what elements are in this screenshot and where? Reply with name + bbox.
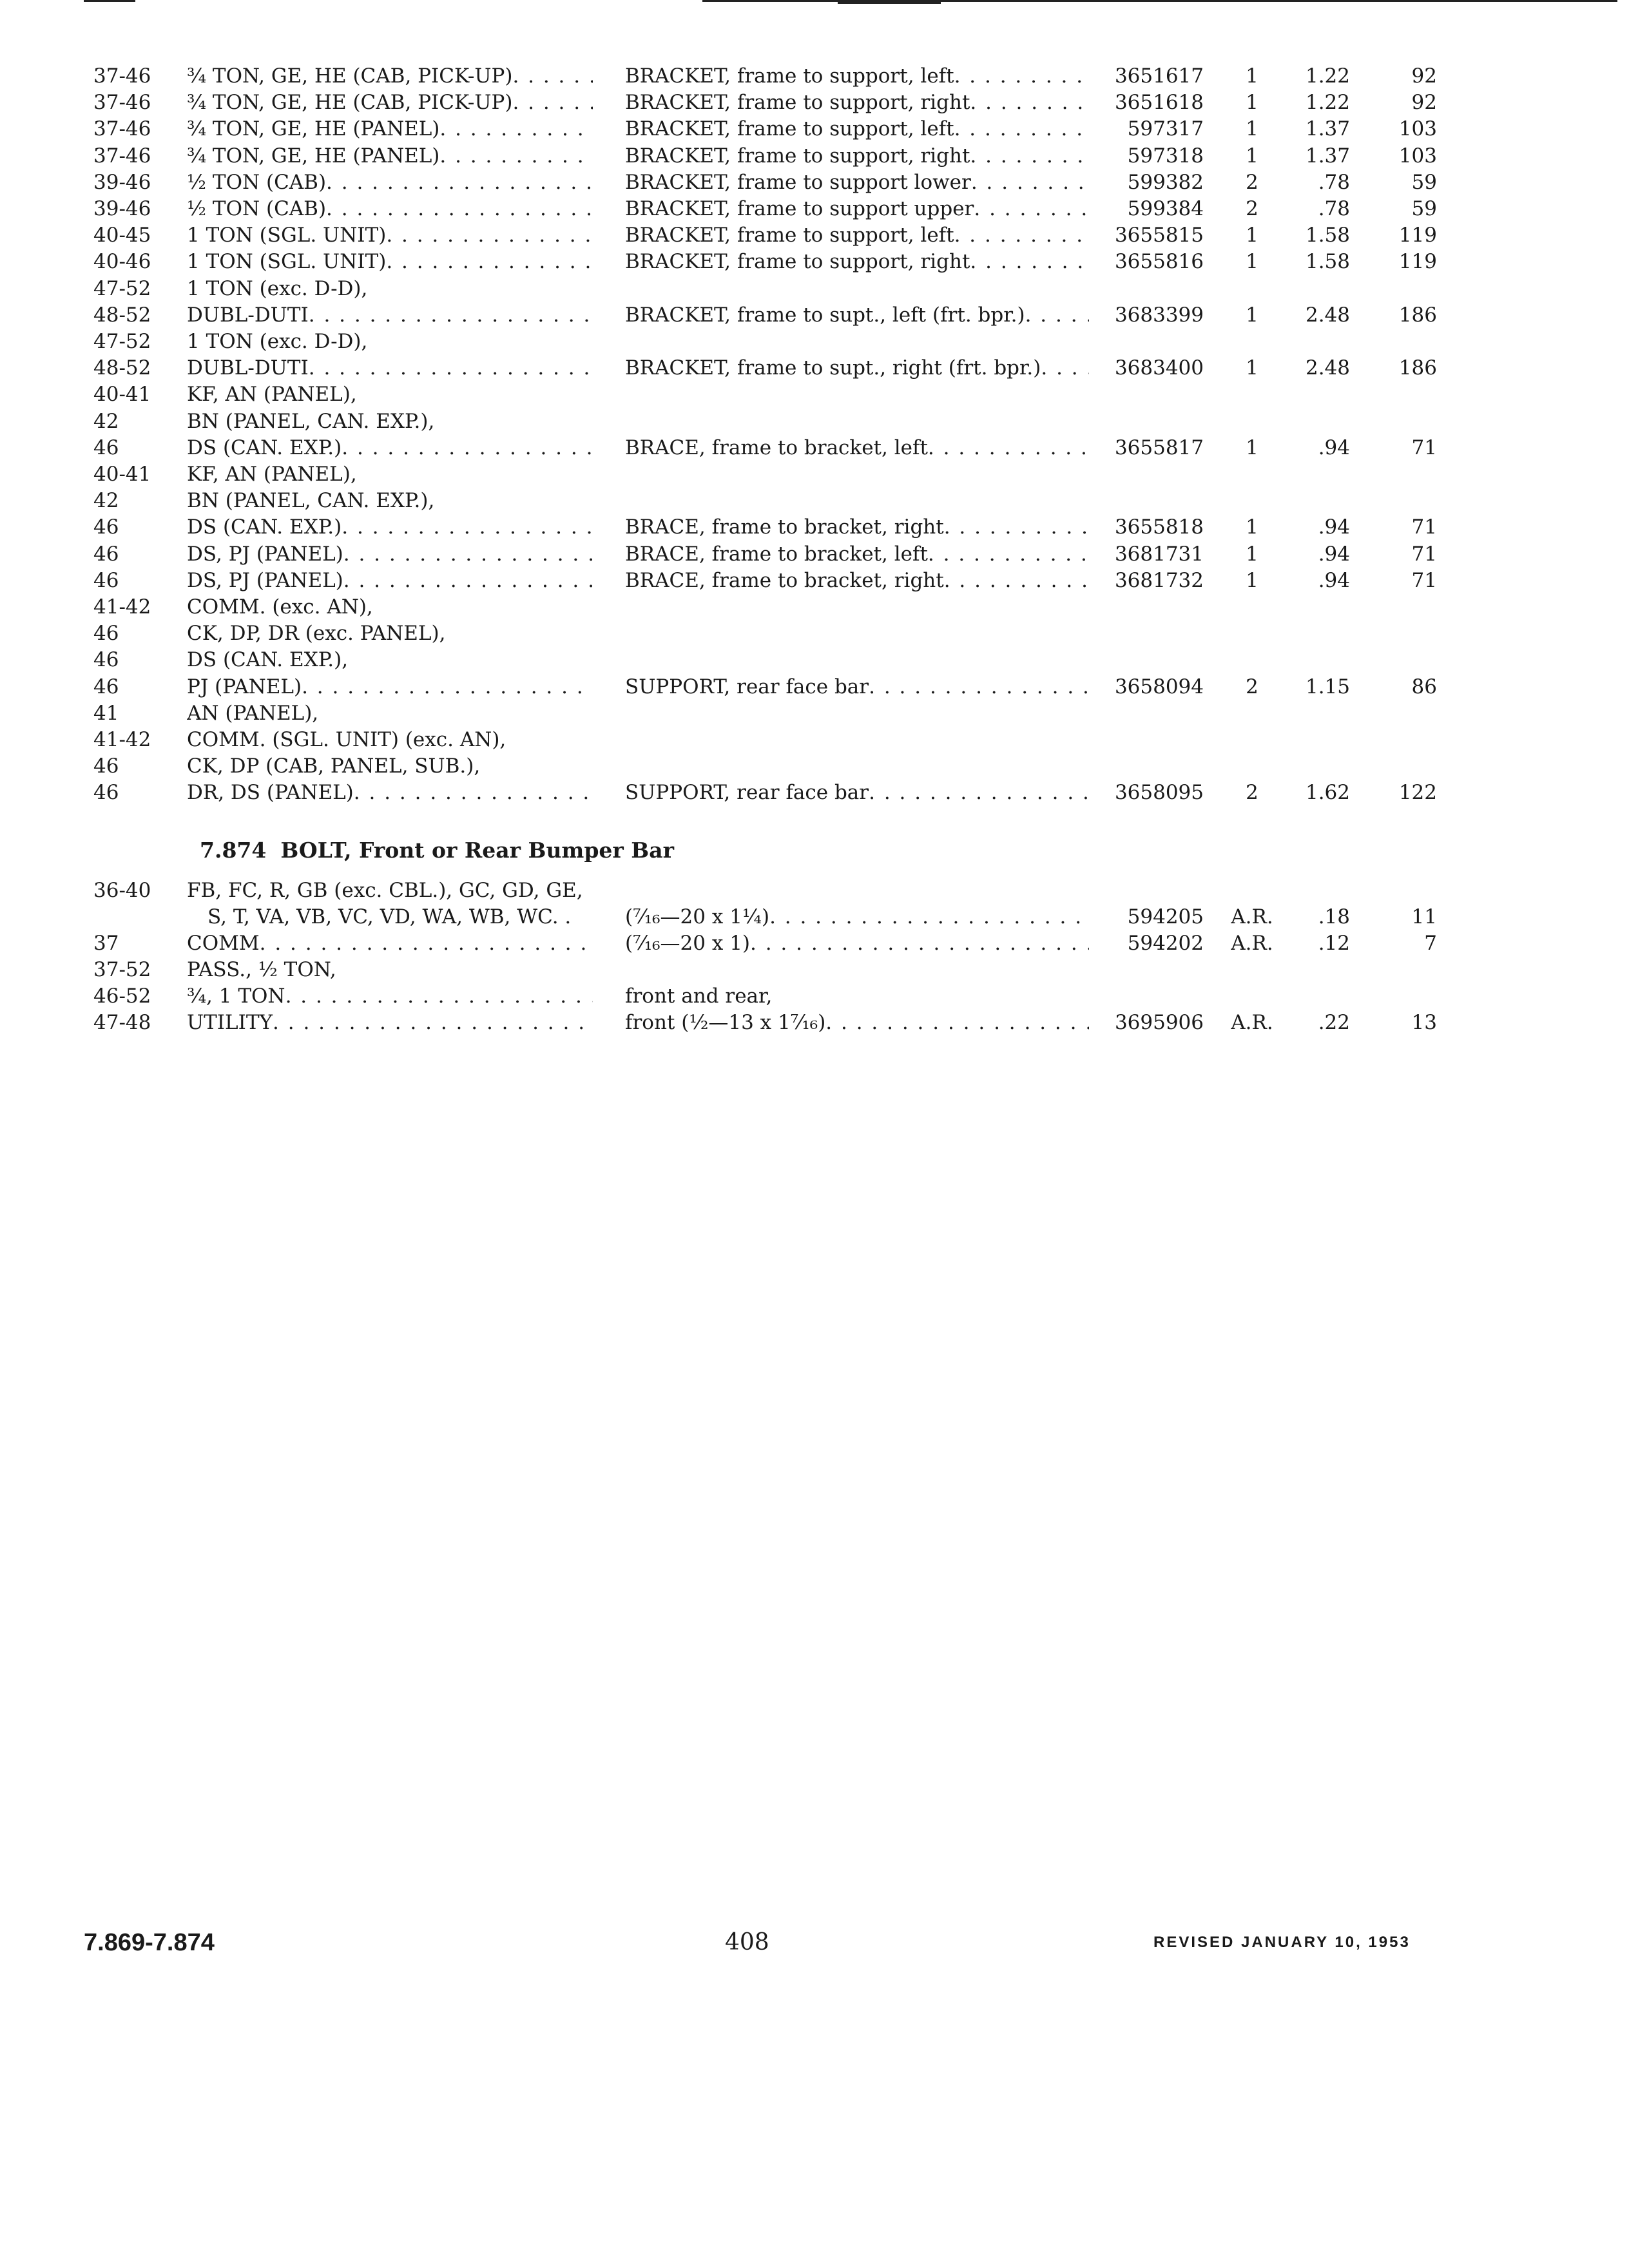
model-cell (187, 983, 593, 1009)
description-cell (625, 1010, 1089, 1035)
quantity-cell: 1 (1246, 543, 1258, 566)
weight-cell: 71 (1411, 569, 1437, 592)
description-cell (625, 302, 1089, 328)
dot-leader (354, 780, 593, 805)
year-cell: 40-41 (93, 383, 151, 406)
description-cell-text: (⁷⁄₁₆—20 x 1¼) (625, 905, 770, 928)
description-cell-text: BRACKET, frame to support, left (625, 64, 954, 88)
price-cell: 1.22 (1305, 91, 1350, 114)
model-cell-text: COMM (187, 932, 260, 955)
model-cell-text: ¾ TON, GE, HE (CAB, PICK-UP) (187, 64, 513, 88)
price-cell: 1.62 (1305, 781, 1350, 804)
year-cell: 46 (93, 648, 119, 671)
model-cell-text: DUBL-DUTI (187, 303, 309, 327)
year-cell: 46 (93, 543, 119, 566)
dot-leader (343, 568, 593, 593)
description-cell-text: front (½—13 x 1⁷⁄₁₆) (625, 1011, 826, 1034)
model-cell (187, 355, 593, 381)
description-cell-text: BRACKET, frame to support, left (625, 117, 954, 140)
part-number-cell: 3655817 (1114, 436, 1204, 459)
dot-leader (439, 116, 593, 142)
description-cell-text: SUPPORT, rear face bar (625, 781, 869, 804)
quantity-cell: 2 (1246, 171, 1258, 194)
quantity-cell: 1 (1246, 64, 1258, 88)
footer-revised-date: REVISED JANUARY 10, 1953 (1153, 1934, 1411, 1951)
model-cell-text: 1 TON (SGL. UNIT) (187, 224, 387, 247)
table-row (0, 674, 1629, 700)
dot-leader (343, 541, 593, 567)
year-cell: 46 (93, 781, 119, 804)
price-cell: 1.15 (1305, 675, 1350, 698)
section-heading (200, 838, 674, 863)
price-cell: 1.37 (1305, 144, 1350, 168)
description-cell-text: (⁷⁄₁₆—20 x 1) (625, 932, 751, 955)
table-row (0, 983, 1629, 1009)
weight-cell: 71 (1411, 436, 1437, 459)
model-cell-text: ¾ TON, GE, HE (CAB, PICK-UP) (187, 91, 513, 114)
table-row (0, 381, 1629, 407)
model-cell (187, 780, 593, 805)
year-cell: 46-52 (93, 985, 151, 1008)
quantity-cell: A.R. (1231, 905, 1273, 928)
dot-leader (954, 222, 1089, 248)
quantity-cell: A.R. (1231, 1011, 1273, 1034)
dot-leader (750, 930, 1089, 956)
section-number: 7.874 (200, 838, 267, 863)
description-cell-text: BRACE, frame to bracket, right (625, 515, 944, 539)
model-cell: S, T, VA, VB, VC, VD, WA, WB, WC. . (207, 905, 572, 928)
table-row (0, 1010, 1629, 1035)
description-cell-text: BRACE, frame to bracket, right (625, 569, 944, 592)
quantity-cell: 1 (1246, 356, 1258, 380)
model-cell-text: ¾ TON, GE, HE (PANEL) (187, 117, 440, 140)
model-cell (187, 302, 593, 328)
description-cell (625, 904, 1089, 930)
part-number-cell: 3655815 (1114, 224, 1204, 247)
model-cell: BN (PANEL, CAN. EXP.), (187, 489, 435, 512)
dot-leader (970, 143, 1089, 169)
part-number-cell: 3651618 (1114, 91, 1204, 114)
weight-cell: 122 (1398, 781, 1437, 804)
price-cell: 1.58 (1305, 224, 1350, 247)
description-cell (625, 435, 1089, 461)
footer-section-range: 7.869-7.874 (84, 1929, 215, 1956)
description-cell (625, 169, 1089, 195)
table-row (0, 116, 1629, 142)
model-cell: 1 TON (exc. D-D), (187, 277, 368, 300)
model-cell-text: ¾ TON, GE, HE (PANEL) (187, 144, 440, 168)
year-cell: 37-52 (93, 958, 151, 981)
weight-cell: 86 (1411, 675, 1437, 698)
description-cell (625, 249, 1089, 274)
model-cell: COMM. (exc. AN), (187, 595, 373, 619)
description-cell-text: BRACKET, frame to support, left (625, 224, 954, 247)
table-row (0, 355, 1629, 381)
description-cell (625, 568, 1089, 593)
year-cell: 40-46 (93, 250, 151, 273)
description-cell (625, 541, 1089, 567)
part-number-cell: 3658095 (1114, 781, 1204, 804)
dot-leader (825, 1010, 1089, 1035)
model-cell (187, 930, 593, 956)
price-cell: 1.37 (1305, 117, 1350, 140)
model-cell-text: DR, DS (PANEL) (187, 781, 354, 804)
table-row (0, 488, 1629, 514)
part-number-cell: 3651617 (1114, 64, 1204, 88)
dot-leader (302, 674, 593, 700)
part-number-cell: 3655818 (1114, 515, 1204, 539)
description-cell-text: BRACKET, frame to support, right (625, 91, 970, 114)
year-cell: 46 (93, 569, 119, 592)
model-cell-text: DS (CAN. EXP.) (187, 515, 342, 539)
model-cell-text: ½ TON (CAB) (187, 197, 327, 220)
dot-leader (928, 541, 1089, 567)
model-cell (187, 249, 593, 274)
table-row (0, 63, 1629, 89)
weight-cell: 59 (1411, 197, 1437, 220)
weight-cell: 119 (1398, 250, 1437, 273)
year-cell: 39-46 (93, 197, 151, 220)
part-number-cell: 3683399 (1114, 303, 1204, 327)
dot-leader (869, 674, 1089, 700)
description-cell (625, 143, 1089, 169)
year-cell: 41 (93, 702, 119, 725)
dot-leader (944, 514, 1089, 540)
year-cell: 37-46 (93, 91, 151, 114)
model-cell (187, 196, 593, 222)
table-row (0, 753, 1629, 779)
price-cell: .22 (1318, 1011, 1350, 1034)
price-cell: .78 (1318, 171, 1350, 194)
quantity-cell: 1 (1246, 303, 1258, 327)
year-cell: 37-46 (93, 117, 151, 140)
dot-leader (326, 196, 593, 222)
price-cell: .18 (1318, 905, 1350, 928)
price-cell: .78 (1318, 197, 1350, 220)
dot-leader (342, 435, 593, 461)
price-cell: .94 (1318, 543, 1350, 566)
dot-leader (326, 169, 593, 195)
description-cell-text: BRACKET, frame to support upper (625, 197, 974, 220)
price-cell: .94 (1318, 515, 1350, 539)
model-cell (187, 568, 593, 593)
table-row (0, 780, 1629, 805)
model-cell: AN (PANEL), (187, 702, 319, 725)
quantity-cell: 1 (1246, 569, 1258, 592)
part-number-cell: 594205 (1127, 905, 1204, 928)
year-cell: 46 (93, 436, 119, 459)
table-row (0, 514, 1629, 540)
description-cell (625, 222, 1089, 248)
top-rule-thick (838, 0, 941, 4)
weight-cell: 92 (1411, 91, 1437, 114)
table-row (0, 647, 1629, 673)
model-cell: FB, FC, R, GB (exc. CBL.), GC, GD, GE, (187, 879, 583, 902)
year-cell: 47-52 (93, 330, 151, 353)
weight-cell: 7 (1424, 932, 1437, 955)
model-cell: COMM. (SGL. UNIT) (exc. AN), (187, 728, 506, 751)
footer-page-number: 408 (725, 1929, 769, 1956)
price-cell: 2.48 (1305, 356, 1350, 380)
table-row (0, 727, 1629, 753)
dot-leader (974, 196, 1089, 222)
year-cell: 48-52 (93, 303, 151, 327)
dot-leader (1025, 302, 1089, 328)
year-cell: 48-52 (93, 356, 151, 380)
quantity-cell: 1 (1246, 515, 1258, 539)
dot-leader (869, 780, 1089, 805)
dot-leader (309, 302, 593, 328)
weight-cell: 59 (1411, 171, 1437, 194)
description-cell (625, 116, 1089, 142)
part-number-cell: 594202 (1127, 932, 1204, 955)
table-row (0, 700, 1629, 726)
model-cell (187, 541, 593, 567)
model-cell (187, 63, 593, 89)
part-number-cell: 599382 (1127, 171, 1204, 194)
dot-leader (971, 169, 1089, 195)
dot-leader (954, 116, 1089, 142)
dot-leader (260, 930, 593, 956)
table-row (0, 276, 1629, 302)
part-number-cell: 3681732 (1114, 569, 1204, 592)
part-number-cell: 3655816 (1114, 250, 1204, 273)
table-row (0, 957, 1629, 983)
table-row (0, 249, 1629, 274)
description-cell-text: SUPPORT, rear face bar (625, 675, 869, 698)
model-cell-text: UTILITY (187, 1011, 273, 1034)
quantity-cell: 1 (1246, 224, 1258, 247)
model-cell-text: 1 TON (SGL. UNIT) (187, 250, 387, 273)
model-cell: BN (PANEL, CAN. EXP.), (187, 410, 435, 433)
dot-leader (1041, 355, 1089, 381)
year-cell: 41-42 (93, 728, 151, 751)
table-row (0, 90, 1629, 115)
table-row (0, 930, 1629, 956)
part-number-cell: 3681731 (1114, 543, 1204, 566)
quantity-cell: 1 (1246, 436, 1258, 459)
quantity-cell: A.R. (1231, 932, 1273, 955)
quantity-cell: 1 (1246, 250, 1258, 273)
dot-leader (970, 249, 1089, 274)
dot-leader (342, 514, 593, 540)
quantity-cell: 1 (1246, 117, 1258, 140)
quantity-cell: 1 (1246, 144, 1258, 168)
dot-leader (439, 143, 593, 169)
price-cell: .94 (1318, 436, 1350, 459)
dot-leader (970, 90, 1089, 115)
year-cell: 46 (93, 675, 119, 698)
year-cell: 46 (93, 754, 119, 778)
description-cell (625, 674, 1089, 700)
weight-cell: 11 (1411, 905, 1437, 928)
model-cell (187, 143, 593, 169)
dot-leader (273, 1010, 593, 1035)
model-cell-text: ¾, 1 TON (187, 985, 285, 1008)
table-row (0, 222, 1629, 248)
part-number-cell: 3695906 (1114, 1011, 1204, 1034)
price-cell: .94 (1318, 569, 1350, 592)
year-cell: 36-40 (93, 879, 151, 902)
description-cell (625, 780, 1089, 805)
description-cell (625, 63, 1089, 89)
description-cell-text: BRACKET, frame to support, right (625, 144, 970, 168)
weight-cell: 186 (1398, 303, 1437, 327)
description-cell (625, 196, 1089, 222)
description-cell (625, 930, 1089, 956)
description-cell-text: BRACKET, frame to supt., left (frt. bpr.) (625, 303, 1025, 327)
dot-leader (954, 63, 1089, 89)
model-cell (187, 674, 593, 700)
part-number-cell: 597317 (1127, 117, 1204, 140)
table-row (0, 302, 1629, 328)
part-number-cell: 599384 (1127, 197, 1204, 220)
model-cell: CK, DP (CAB, PANEL, SUB.), (187, 754, 481, 778)
year-cell: 37-46 (93, 64, 151, 88)
table-row (0, 620, 1629, 646)
weight-cell: 71 (1411, 515, 1437, 539)
year-cell: 41-42 (93, 595, 151, 619)
weight-cell: 71 (1411, 543, 1437, 566)
model-cell (187, 90, 593, 115)
model-cell-text: DUBL-DUTI (187, 356, 309, 380)
table-row (0, 568, 1629, 593)
dot-leader (769, 904, 1089, 930)
quantity-cell: 2 (1246, 197, 1258, 220)
price-cell: .12 (1318, 932, 1350, 955)
dot-leader (386, 222, 593, 248)
weight-cell: 92 (1411, 64, 1437, 88)
model-cell-text: DS, PJ (PANEL) (187, 543, 343, 566)
weight-cell: 103 (1398, 144, 1437, 168)
dot-leader (512, 63, 593, 89)
price-cell: 1.58 (1305, 250, 1350, 273)
year-cell: 47-48 (93, 1011, 151, 1034)
model-cell: 1 TON (exc. D-D), (187, 330, 368, 353)
description-cell-text: BRACKET, frame to supt., right (frt. bpr.) (625, 356, 1041, 380)
model-cell-text: PJ (PANEL) (187, 675, 302, 698)
quantity-cell: 2 (1246, 675, 1258, 698)
quantity-cell: 2 (1246, 781, 1258, 804)
model-cell (187, 1010, 593, 1035)
model-cell: KF, AN (PANEL), (187, 383, 357, 406)
model-cell: PASS., ½ TON, (187, 958, 336, 981)
dot-leader (285, 983, 593, 1009)
year-cell: 46 (93, 515, 119, 539)
model-cell (187, 435, 593, 461)
weight-cell: 119 (1398, 224, 1437, 247)
year-cell: 42 (93, 410, 119, 433)
year-cell: 40-41 (93, 463, 151, 486)
model-cell-text: ½ TON (CAB) (187, 171, 327, 194)
top-rule-left (84, 0, 135, 2)
dot-leader (512, 90, 593, 115)
year-cell: 42 (93, 489, 119, 512)
section-title-text: BOLT, Front or Rear Bumper Bar (280, 838, 674, 863)
part-number-cell: 597318 (1127, 144, 1204, 168)
table-row (0, 461, 1629, 487)
weight-cell: 103 (1398, 117, 1437, 140)
table-row (0, 594, 1629, 620)
table-row (0, 878, 1629, 903)
description-cell-text: BRACE, frame to bracket, left (625, 543, 928, 566)
year-cell: 37-46 (93, 144, 151, 168)
model-cell (187, 514, 593, 540)
dot-leader (928, 435, 1089, 461)
description-cell-text: BRACKET, frame to support, right (625, 250, 970, 273)
model-cell: CK, DP, DR (exc. PANEL), (187, 622, 446, 645)
weight-cell: 186 (1398, 356, 1437, 380)
year-cell: 37 (93, 932, 119, 955)
description-cell: front and rear, (625, 985, 773, 1008)
model-cell: KF, AN (PANEL), (187, 463, 357, 486)
table-row (0, 408, 1629, 434)
description-cell-text: BRACKET, frame to support lower (625, 171, 971, 194)
model-cell (187, 169, 593, 195)
year-cell: 47-52 (93, 277, 151, 300)
model-cell: DS (CAN. EXP.), (187, 648, 349, 671)
dot-leader (386, 249, 593, 274)
weight-cell: 13 (1411, 1011, 1437, 1034)
dot-leader (944, 568, 1089, 593)
description-cell (625, 90, 1089, 115)
table-row (0, 196, 1629, 222)
price-cell: 1.22 (1305, 64, 1350, 88)
table-row (0, 143, 1629, 169)
model-cell (187, 116, 593, 142)
model-cell-text: DS (CAN. EXP.) (187, 436, 342, 459)
year-cell: 39-46 (93, 171, 151, 194)
description-cell-text: BRACE, frame to bracket, left (625, 436, 928, 459)
description-cell (625, 355, 1089, 381)
model-cell-text: DS, PJ (PANEL) (187, 569, 343, 592)
table-row (0, 169, 1629, 195)
quantity-cell: 1 (1246, 91, 1258, 114)
table-row (0, 904, 1629, 930)
dot-leader (309, 355, 593, 381)
price-cell: 2.48 (1305, 303, 1350, 327)
table-row (0, 435, 1629, 461)
part-number-cell: 3683400 (1114, 356, 1204, 380)
year-cell: 46 (93, 622, 119, 645)
model-cell (187, 222, 593, 248)
year-cell: 40-45 (93, 224, 151, 247)
description-cell (625, 514, 1089, 540)
table-row (0, 541, 1629, 567)
table-row (0, 329, 1629, 354)
part-number-cell: 3658094 (1114, 675, 1204, 698)
